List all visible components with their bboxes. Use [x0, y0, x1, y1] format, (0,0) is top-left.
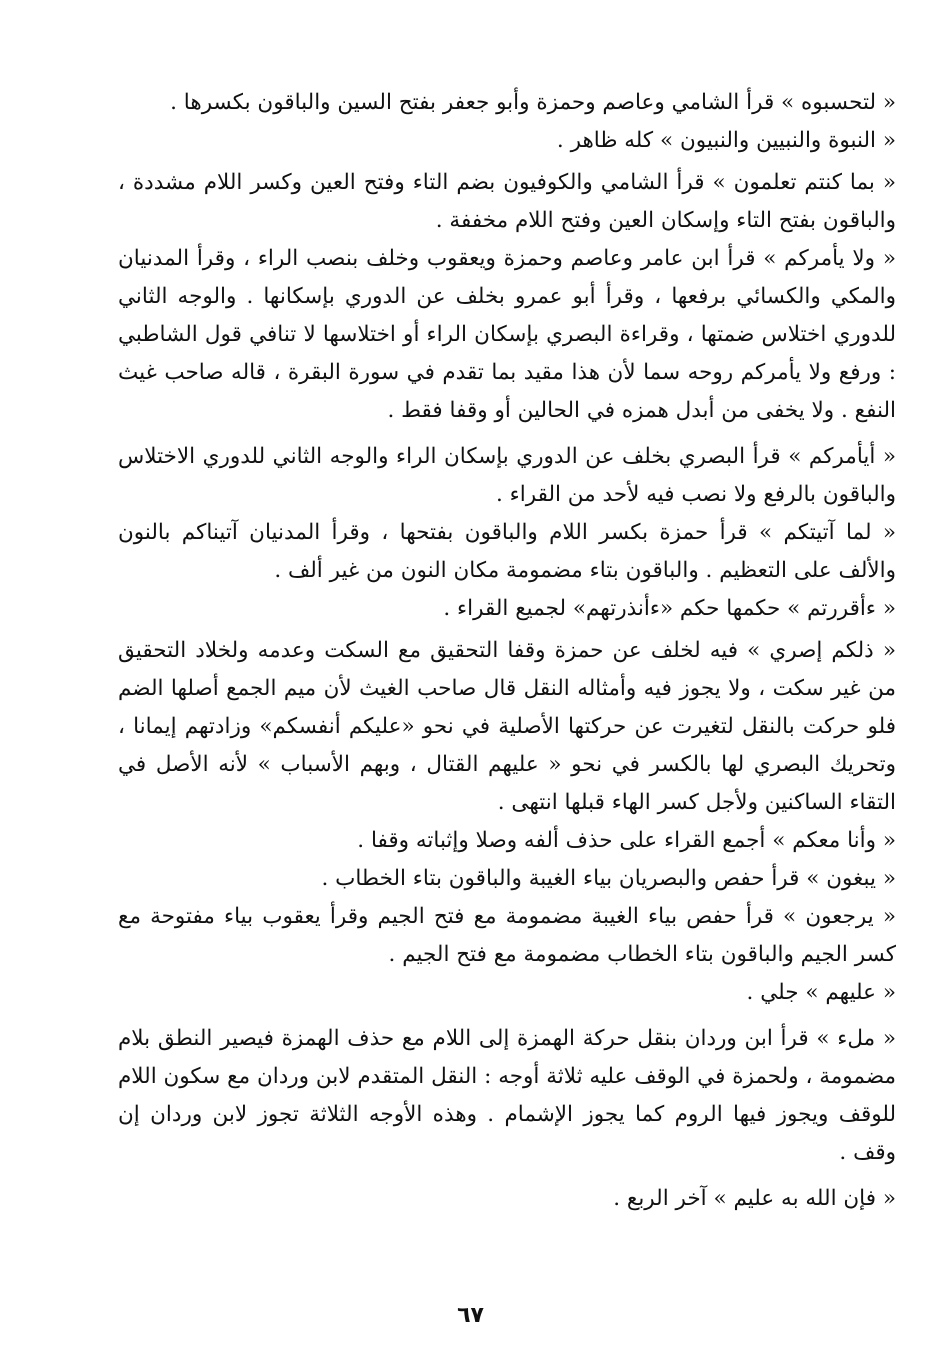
paragraph-wa-ana-maakum: « وأنا معكم » أجمع القراء على حذف ألفه وصلا وإثباته وقفا . [357, 828, 896, 853]
page-number: ٦٧ [457, 1303, 484, 1328]
paragraph-mil: « مل‌ء » قرأ ابن وردان بنقل حركة الهمزة إلى اللام مع حذف الهمزة فيصير النطق بلام مضمومة ، ولحمزة في الوقف عليه ثلاثة أوجه : النقل المتقدم لابن وردان مع سكون اللام للوقف ويجوز فيها الروم كما يجوز الإشمام . وهذه الأوجه الثلاثة تجوز لابن وردان إن وقف . [118, 1026, 896, 1165]
paragraph-aaqrartum: « ءأقررتم » حكمها حكم «ءأنذرتهم» لجميع القراء . [443, 596, 896, 621]
paragraph-dhalikum-isri: « ذلكم إصري » فيه لخلف عن حمزة وقفا التحقيق مع السكت وعدمه ولخلاد التحقيق من غير سكت ، ولا يجوز فيه وأمثاله النقل قال صاحب الغيث لأن ميم الجمع أصلها الضم فلو حركت بالنقل لتغيرت عن حركتها الأصلية في نحو «عليكم أنفسكم» وزادتهم إيمانا ، وتحريك البصري لها بالكسر في نحو « عليهم القتال ، وبهم الأسباب » لأنه الأصل في التقاء الساكنين ولأجل كسر الهاء قبلها انتهى . [118, 638, 896, 815]
page-body [118, 84, 896, 1218]
paragraph-wala-yamurakum: « ولا يأمركم » قرأ ابن عامر وعاصم وحمزة ويعقوب وخلف بنصب الراء ، وقرأ المدنيان والمكي والكسائي برفعها ، وقرأ أبو عمرو بخلف عن الدوري بإسكانها . والوجه الثاني للدوري اختلاس ضمتها ، وقراءة البصري بإسكان الراء أو اختلاسها لا تنافي قول الشاطبي : ورفع ولا يأمركم روحه سما لأن هذا مقيد بما تقدم في سورة البقرة ، قاله صاحب غيث النفع . ولا يخفى من أبدل همزه في الحالين أو وقفا فقط . [118, 246, 896, 423]
paragraph-alayhim: « عليهم » جلي . [746, 980, 896, 1005]
paragraph-yabghun: « يبغون » قرأ حفص والبصريان بياء الغيبة والباقون بتاء الخطاب . [321, 866, 896, 891]
paragraph-yurjaun: « يرجعون » قرأ حفص بياء الغيبة مضمومة مع فتح الجيم وقرأ يعقوب بياء مفتوحة مع كسر الجيم والباقون بتاء الخطاب مضمومة مع فتح الجيم . [118, 904, 896, 967]
paragraph-bima-kuntum: « بما كنتم تعلمون » قرأ الشامي والكوفيون بضم التاء وفتح العين وكسر اللام مشددة ، والباقون بفتح التاء وإسكان العين وفتح اللام مخففة . [118, 170, 896, 233]
paragraph-fa-inna-allah: « فإن الله به عليم » آخر الربع . [613, 1186, 896, 1211]
paragraph-lataḥsabuhu: « لتحسبوه » قرأ الشامي وعاصم وحمزة وأبو جعفر بفتح السين والباقون بكسرها . [170, 90, 896, 115]
paragraph-nubuwwa: « النبوة والنبيين والنبيون » كله ظاهر . [556, 128, 896, 153]
paragraph-lama-ataytukum: « لما آتيتكم » قرأ حمزة بكسر اللام والباقون بفتحها ، وقرأ المدنيان آتيناكم بالنون والألف على التعظيم . والباقون بتاء مضمومة مكان النون من غير ألف . [118, 520, 896, 583]
paragraph-ayamurukum: « أيأمركم » قرأ البصري بخلف عن الدوري بإسكان الراء والوجه الثاني للدوري الاختلاس والباقون بالرفع ولا نصب فيه لأحد من القراء . [118, 444, 896, 507]
